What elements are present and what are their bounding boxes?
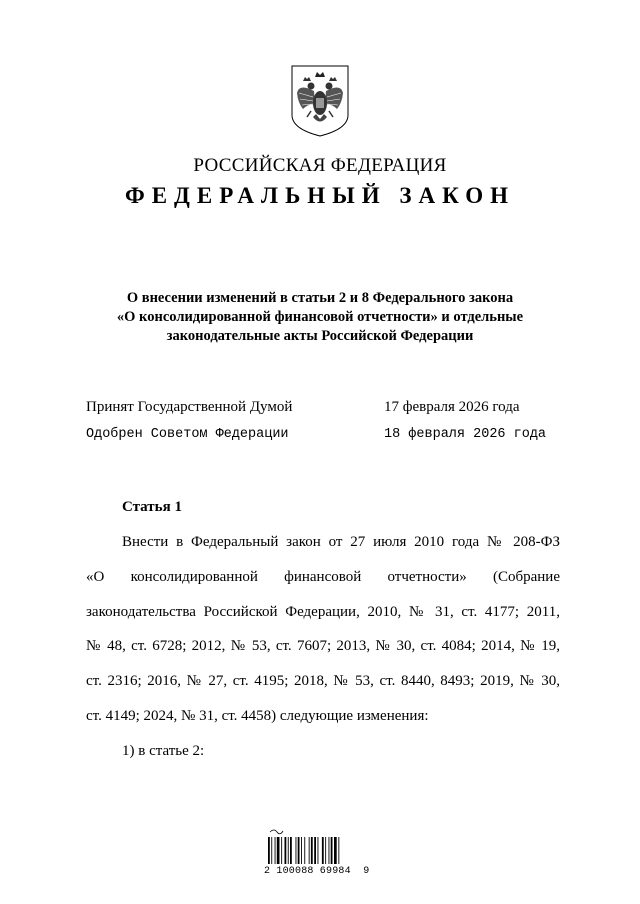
barcode-stripe <box>271 837 272 864</box>
article-text-line: Внести в Федеральный закон от 27 июля 2010 года № 208-ФЗ <box>122 534 560 550</box>
article-text-line: «О консолидированной финансовой отчетности» (Собрание <box>86 569 560 585</box>
article-item: 1) в статье 2: <box>122 743 205 759</box>
barcode-stripe <box>277 837 280 864</box>
barcode-stripe <box>296 837 297 864</box>
barcode-stripe <box>290 837 292 864</box>
article-text-line: ст. 2316; 2016, № 27, ст. 4195; 2018, № 53, ст. 8440, 8493; 2019, № 30, <box>86 673 560 689</box>
barcode-stripe <box>268 837 270 864</box>
barcode-stripe <box>322 837 324 864</box>
law-title-line: законодательные акты Российской Федерации <box>166 328 474 344</box>
barcode-stripe <box>285 837 287 864</box>
law-title-line: «О консолидированной финансовой отчетности» и отдельные <box>116 309 524 325</box>
article-heading: Статья 1 <box>122 499 182 515</box>
coat-of-arms-emblem <box>289 63 351 139</box>
barcode-stripe <box>309 837 310 864</box>
barcode-stripe <box>281 837 282 864</box>
barcode-stripe <box>301 837 302 864</box>
barcode-stripe <box>298 837 300 864</box>
barcode-stripe <box>318 837 319 864</box>
barcode-stripe <box>334 837 337 864</box>
article-text-line: ст. 4149; 2024, № 31, ст. 4458) следующие изменения: <box>86 708 429 724</box>
barcode-stripe <box>338 837 339 864</box>
barcode-stripe <box>288 837 289 864</box>
barcode-stripe <box>331 837 333 864</box>
barcode-digits: 2 100088 69984 9 <box>264 866 370 877</box>
barcode-stripe <box>329 837 330 864</box>
country-name: РОССИЙСКАЯ ФЕДЕРАЦИЯ <box>193 155 447 176</box>
article-text-line: № 48, ст. 6728; 2012, № 53, ст. 7607; 2013, № 30, ст. 4084; 2014, № 19, <box>86 638 560 654</box>
law-type-heading: ФЕДЕРАЛЬНЫЙ ЗАКОН <box>124 183 516 208</box>
barcode-stripe <box>314 837 316 864</box>
barcode-stripe <box>325 837 326 864</box>
approval-label: Одобрен Советом Федерации <box>86 427 289 442</box>
barcode-stripe <box>304 837 305 864</box>
barcode-stripe <box>275 837 276 864</box>
adoption-label: Принят Государственной Думой <box>86 399 293 415</box>
law-title <box>80 289 560 346</box>
law-title-line: О внесении изменений в статьи 2 и 8 Федерального закона <box>126 290 514 306</box>
article-text-line: законодательства Российской Федерации, 2010, № 31, ст. 4177; 2011, <box>86 604 560 620</box>
barcode-stripe <box>311 837 313 864</box>
adoption-date: 17 февраля 2026 года <box>384 399 520 415</box>
approval-date: 18 февраля 2026 года <box>384 427 547 442</box>
